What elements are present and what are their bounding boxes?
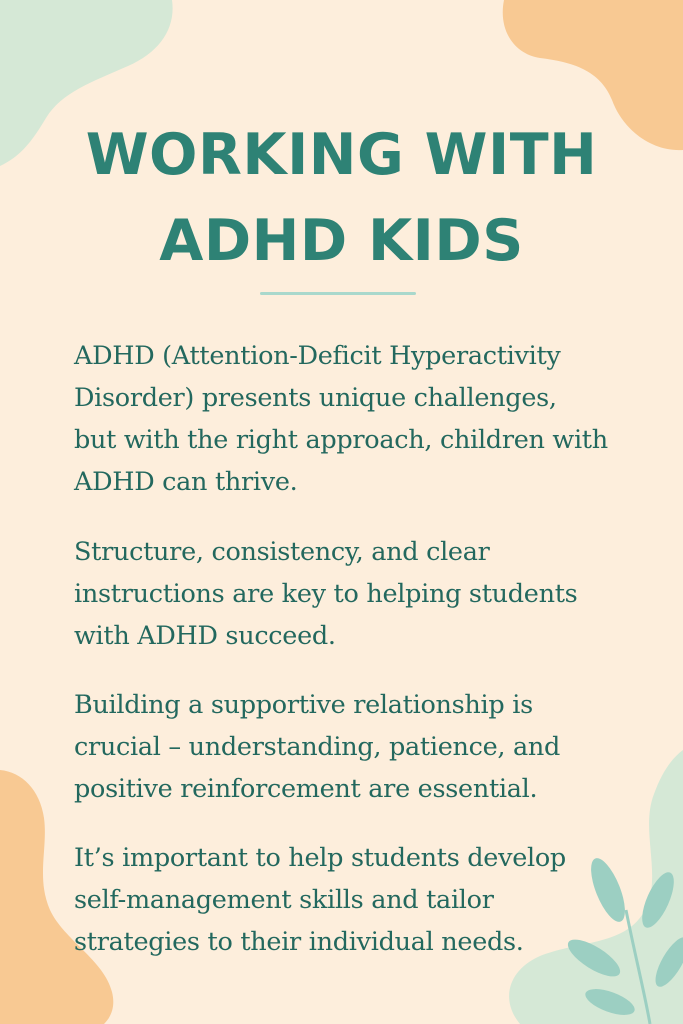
text-line: It’s important to help students develop xyxy=(74,843,566,873)
leaf xyxy=(649,933,683,991)
leaf xyxy=(636,868,681,932)
paragraph-adhd-intro xyxy=(74,335,634,503)
text-line: with ADHD succeed. xyxy=(74,621,336,651)
text-line: positive reinforcement are essential. xyxy=(74,774,538,804)
text-line: Structure, consistency, and clear xyxy=(74,537,490,567)
title-divider xyxy=(260,292,416,295)
paragraph-structure xyxy=(74,531,634,657)
text-line: ADHD (Attention-Deficit Hyperactivity xyxy=(74,341,561,371)
text-line: strategies to their individual needs. xyxy=(74,927,524,957)
title-line-2: ADHD KIDS xyxy=(159,208,524,274)
leaf xyxy=(582,984,638,1021)
paragraph-relationship xyxy=(74,684,634,810)
title-line-1: WORKING WITH xyxy=(85,122,598,188)
text-line: instructions are key to helping students xyxy=(74,579,578,609)
text-line: crucial – understanding, patience, and xyxy=(74,732,561,762)
text-line: Disorder) presents unique challenges, xyxy=(74,383,557,413)
paragraph-self-management xyxy=(74,837,634,963)
text-line: self-management skills and tailor xyxy=(74,885,494,915)
text-line: Building a supportive relationship is xyxy=(74,690,533,720)
poster-title xyxy=(0,112,683,284)
text-line: ADHD can thrive. xyxy=(74,467,298,497)
text-line: but with the right approach, children with xyxy=(74,425,608,455)
